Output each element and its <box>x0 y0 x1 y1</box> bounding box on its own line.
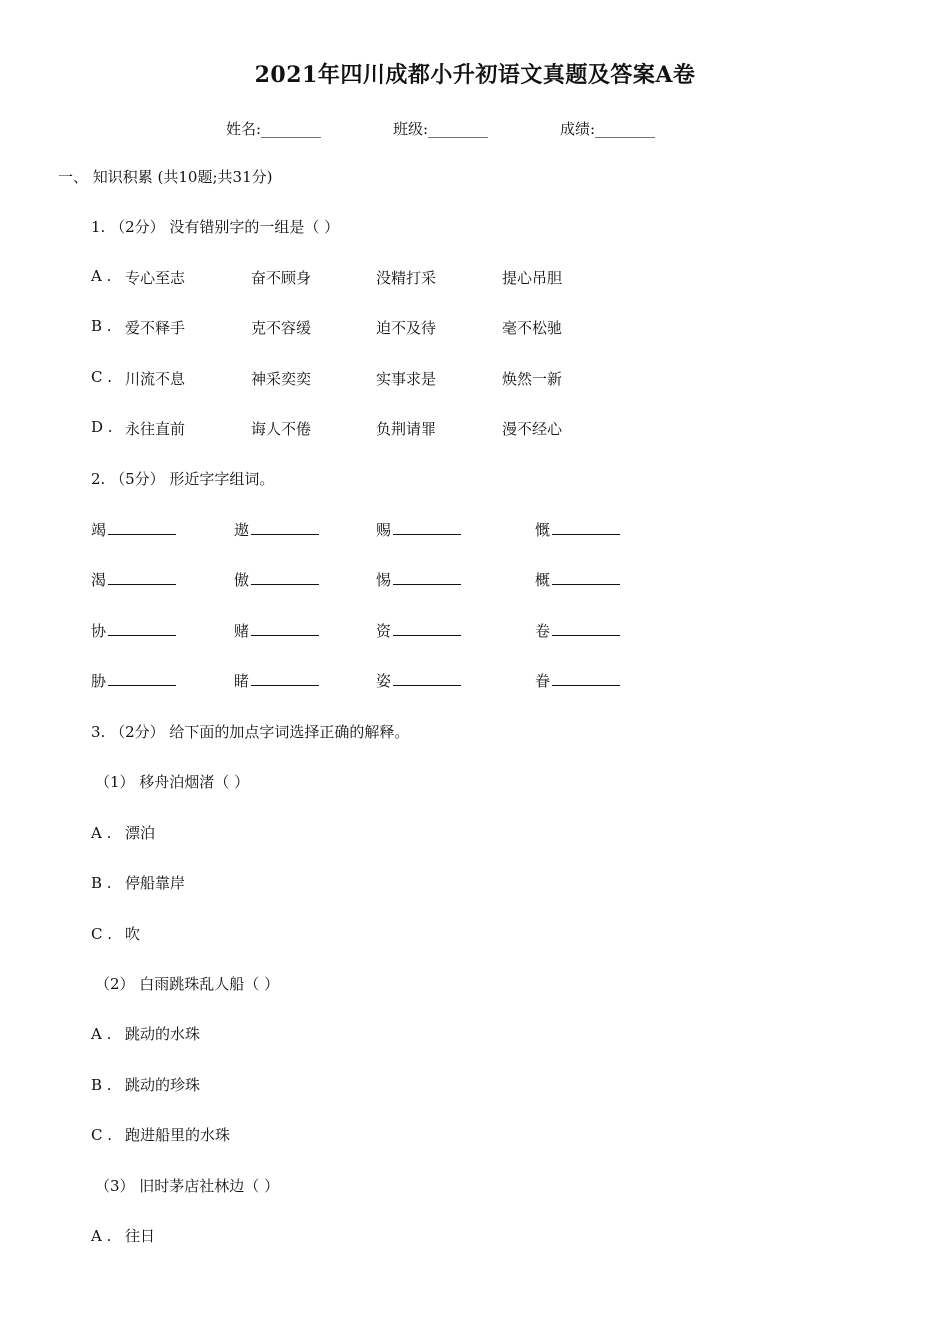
fill-blank[interactable] <box>251 621 319 636</box>
sub-question-2: （2） 白雨跳珠乱人船（ ） <box>95 975 280 993</box>
option-word: 提心吊胆 <box>502 269 563 287</box>
char: 赌 <box>234 622 250 640</box>
option-word: 永往直前 <box>125 420 186 438</box>
char-blank[interactable] <box>91 519 176 540</box>
option-word: 神采奕奕 <box>251 370 312 388</box>
char: 睹 <box>234 672 250 690</box>
option-word: 焕然一新 <box>502 370 563 388</box>
fill-blank[interactable] <box>108 671 176 686</box>
sub-2-option-c <box>91 1124 230 1145</box>
option-text: 跳动的水珠 <box>125 1025 201 1043</box>
option-word: 川流不息 <box>125 370 186 388</box>
char: 资 <box>376 622 392 640</box>
fill-blank[interactable] <box>393 520 461 535</box>
option-label: B . <box>91 317 112 335</box>
class-field: 班级:________ <box>393 120 489 138</box>
option-word: 克不容缓 <box>251 319 312 337</box>
fill-blank[interactable] <box>251 671 319 686</box>
option-label: C . <box>91 1126 113 1144</box>
sub-question-3: （3） 旧时茅店社林边（ ） <box>95 1177 280 1195</box>
fill-blank[interactable] <box>552 570 620 585</box>
fill-blank[interactable] <box>108 520 176 535</box>
option-label: A . <box>91 824 112 842</box>
char-blank[interactable] <box>535 670 620 691</box>
option-word: 漫不经心 <box>502 420 563 438</box>
char-blank[interactable] <box>376 670 461 691</box>
char: 赐 <box>376 521 392 539</box>
char-blank[interactable] <box>535 569 620 590</box>
char: 慨 <box>535 521 551 539</box>
question-3-stem: 3. （2分） 给下面的加点字词选择正确的解释。 <box>91 723 410 741</box>
sub-1-option-b <box>91 872 185 893</box>
option-word: 没精打采 <box>376 269 437 287</box>
char: 渴 <box>91 571 107 589</box>
fill-blank[interactable] <box>393 621 461 636</box>
option-text: 漂泊 <box>125 824 156 842</box>
sub-3-option-a <box>91 1225 155 1246</box>
fill-blank[interactable] <box>251 520 319 535</box>
option-label: A . <box>91 1227 112 1245</box>
char-blank[interactable] <box>234 620 319 641</box>
option-label: A . <box>91 267 112 285</box>
option-label: B . <box>91 1076 112 1094</box>
sub-2-option-b <box>91 1074 200 1095</box>
char-blank[interactable] <box>376 569 461 590</box>
sub-2-option-a <box>91 1023 200 1044</box>
option-text: 跑进船里的水珠 <box>125 1126 231 1144</box>
section-heading: 一、 知识积累 (共10题;共31分) <box>58 168 273 186</box>
char-blank[interactable] <box>376 620 461 641</box>
option-label: D . <box>91 418 113 436</box>
option-label: C . <box>91 368 113 386</box>
fill-blank[interactable] <box>552 520 620 535</box>
char-blank[interactable] <box>234 569 319 590</box>
sub-question-1: （1） 移舟泊烟渚（ ） <box>95 773 250 791</box>
fill-blank[interactable] <box>393 570 461 585</box>
question-1-stem: 1. （2分） 没有错别字的一组是（ ） <box>91 218 340 236</box>
option-word: 诲人不倦 <box>251 420 312 438</box>
char-blank[interactable] <box>91 670 176 691</box>
char-blank[interactable] <box>91 569 176 590</box>
score-field: 成绩:________ <box>560 120 656 138</box>
option-word: 专心至志 <box>125 269 186 287</box>
char: 姿 <box>376 672 392 690</box>
char: 惕 <box>376 571 392 589</box>
question-2-stem: 2. （5分） 形近字字组词。 <box>91 470 275 488</box>
option-text: 跳动的珍珠 <box>125 1076 201 1094</box>
option-word: 实事求是 <box>376 370 437 388</box>
option-text: 吹 <box>125 925 141 943</box>
option-word: 负荆请罪 <box>376 420 437 438</box>
option-label: B . <box>91 874 112 892</box>
char-blank[interactable] <box>234 670 319 691</box>
char: 竭 <box>91 521 107 539</box>
option-label: C . <box>91 925 113 943</box>
fill-blank[interactable] <box>393 671 461 686</box>
fill-blank[interactable] <box>552 671 620 686</box>
name-field: 姓名:________ <box>226 120 322 138</box>
char-blank[interactable] <box>91 620 176 641</box>
option-text: 往日 <box>125 1227 156 1245</box>
option-text: 停船靠岸 <box>125 874 186 892</box>
sub-1-option-c <box>91 923 140 944</box>
sub-1-option-a <box>91 822 155 843</box>
char: 遨 <box>234 521 250 539</box>
fill-blank[interactable] <box>251 570 319 585</box>
option-word: 迫不及待 <box>376 319 437 337</box>
char: 傲 <box>234 571 250 589</box>
fill-blank[interactable] <box>552 621 620 636</box>
char-blank[interactable] <box>234 519 319 540</box>
char: 概 <box>535 571 551 589</box>
char: 胁 <box>91 672 107 690</box>
char-blank[interactable] <box>535 620 620 641</box>
char-blank[interactable] <box>535 519 620 540</box>
char: 眷 <box>535 672 551 690</box>
option-word: 爱不释手 <box>125 319 186 337</box>
page-title: 2021年四川成都小升初语文真题及答案A卷 <box>254 62 696 88</box>
char-blank[interactable] <box>376 519 461 540</box>
option-word: 毫不松驰 <box>502 319 563 337</box>
fill-blank[interactable] <box>108 621 176 636</box>
char: 卷 <box>535 622 551 640</box>
fill-blank[interactable] <box>108 570 176 585</box>
option-word: 奋不顾身 <box>251 269 312 287</box>
option-label: A . <box>91 1025 112 1043</box>
char: 协 <box>91 622 107 640</box>
